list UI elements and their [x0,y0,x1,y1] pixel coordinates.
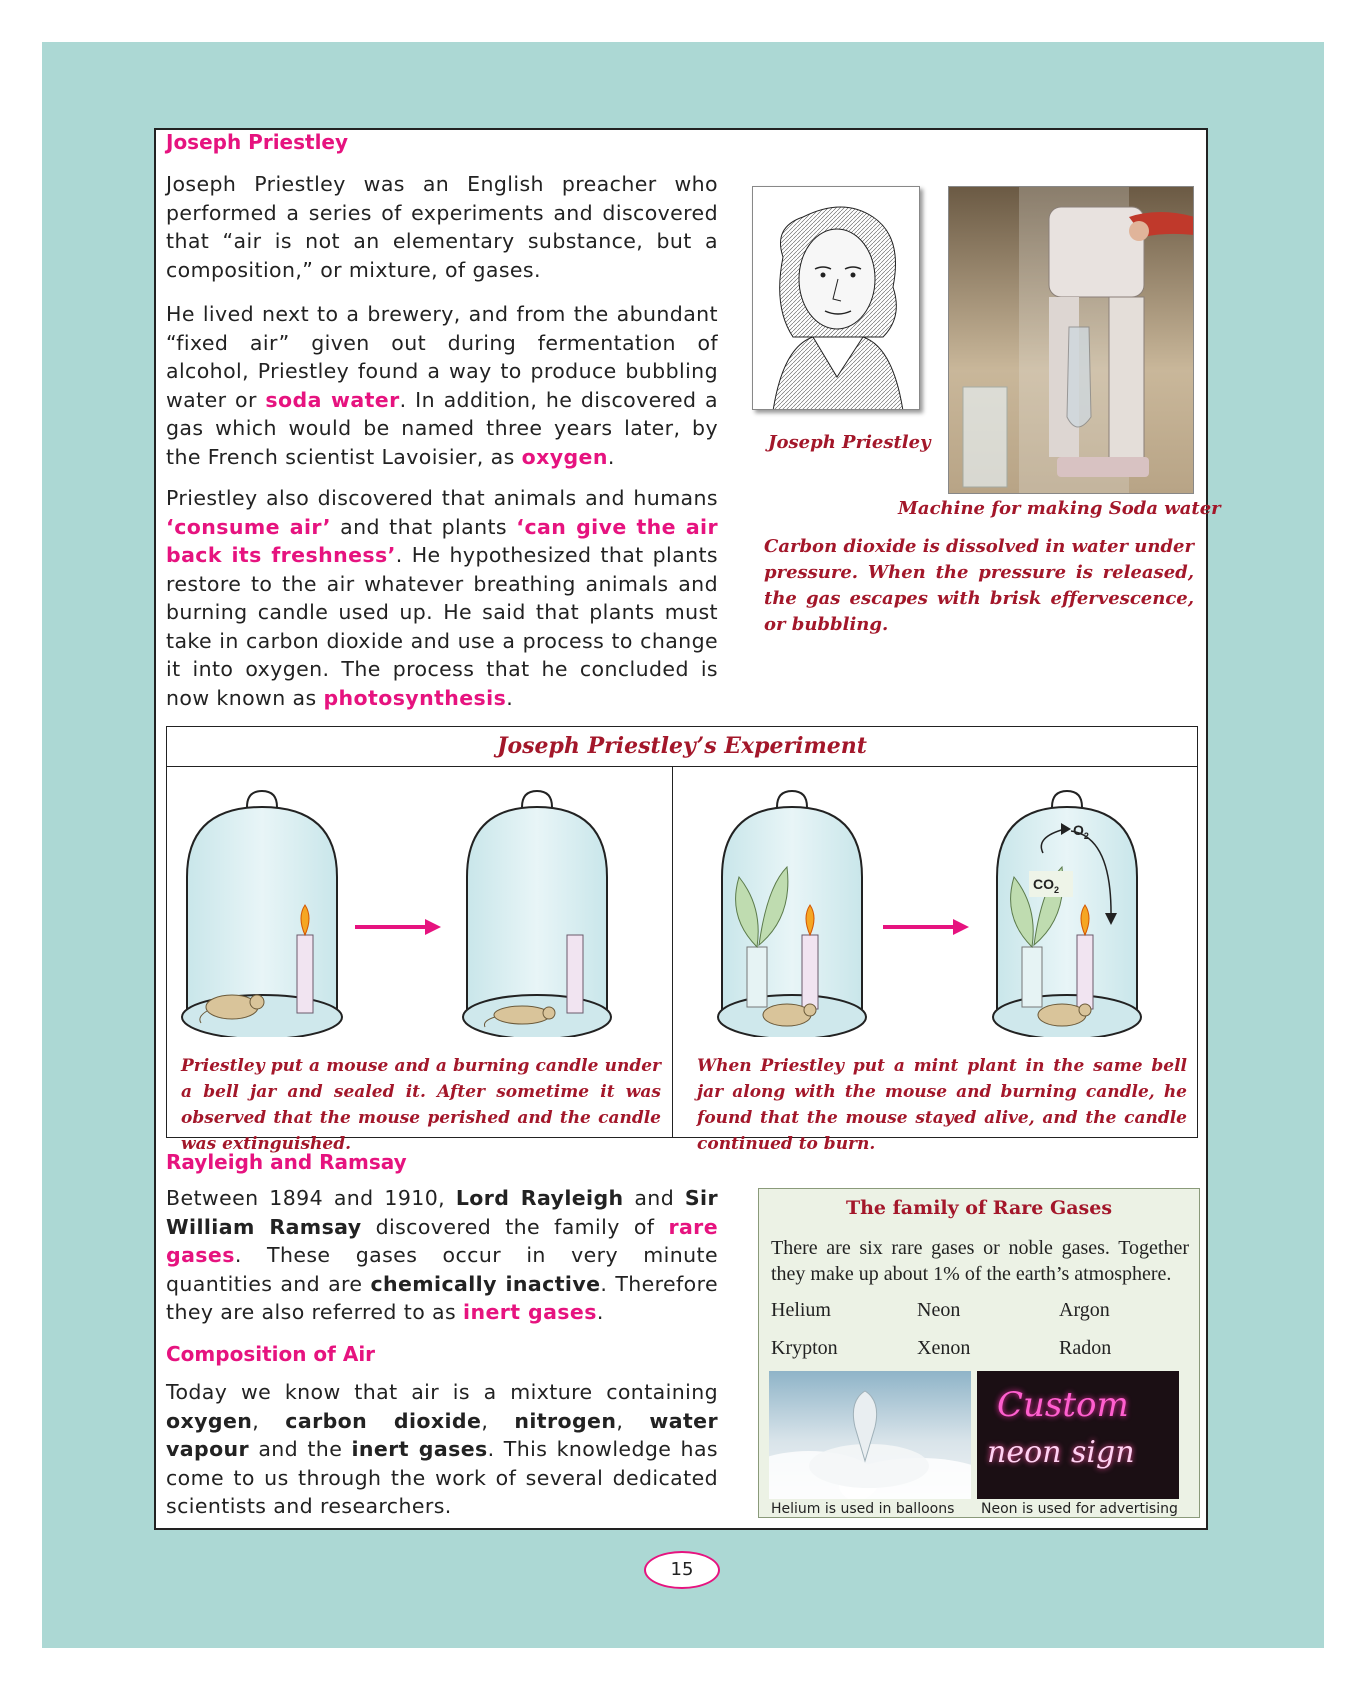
paragraph-photosynthesis: Priestley also discovered that animals and humans ‘consume air’ and that plants ‘can give the air back its freshness’. He hypothesized that plants restore to the air whatever breathing animals and burning candle used up. He said that plants must take in carbon dioxide and use a process to change it into oxygen. The process that he concluded is now known as photosynthesis. [166,486,718,710]
experiment-right-caption: When Priestley put a mint plant in the same bell jar along with the mouse and burning candle, he found that the mouse stayed alive, and the candle continued to burn. [697,1056,1187,1154]
gas-xenon: Xenon [917,1337,971,1359]
rare-gases-box [758,1188,1200,1518]
neon-caption: Neon is used for advertising [981,1501,1178,1517]
experiment-panel [166,726,1198,1154]
neon-sign-line2: neon sign [987,1435,1135,1470]
paragraph-priestley-intro: Joseph Priestley was an English preacher who performed a series of experiments and discovered that “air is not an elementary substance, but a composition,” or mixture, of gases. [166,172,718,282]
gas-radon: Radon [1059,1337,1112,1359]
co2-label: $CO_2$ [1033,876,1060,895]
arrow-1-icon [355,919,441,935]
arrow-2-icon [883,919,969,935]
o2-label: $O_2$ [1073,822,1089,841]
gas-helium: Helium [771,1299,831,1321]
experiment-left-caption: Priestley put a mouse and a burning candle under a bell jar and sealed it. After sometime it was observed that the mouse perished and the candle was extinguished. [181,1056,661,1154]
paragraph-rare-gases: Between 1894 and 1910, Lord Rayleigh and Sir William Ramsay discovered the family of rare gases. These gases occur in very minute quantities and are chemically inactive. Therefore they are also referred to as inert gases. [166,1186,718,1324]
heading-joseph-priestley: Joseph Priestley [166,130,349,154]
neon-sign-line1: Custom [997,1385,1129,1425]
paragraph-composition: Today we know that air is a mixture containing oxygen, carbon dioxide, nitrogen, water vapour and the inert gases. This knowledge has come to us through the work of several dedicated scientists and researchers. [166,1380,718,1518]
helium-caption: Helium is used in balloons [771,1501,955,1517]
soda-machine-caption: Machine for making Soda water [898,498,1221,519]
rare-gases-title: The family of Rare Gases [845,1197,1113,1219]
neon-sign-photo [977,1371,1179,1499]
co2-caption: Carbon dioxide is dissolved in water under pressure. When the pressure is released, the gas escapes with brisk effervescence, or bubbling. [764,536,1194,635]
helium-balloon-photo [769,1371,971,1499]
bell-jar-2 [463,791,611,1037]
experiment-illustration [167,767,1197,1037]
page-number: 15 [644,1551,720,1589]
experiment-title: Joseph Priestley’s Experiment [167,727,1197,767]
soda-machine-photo [948,186,1194,494]
candle-out [567,935,583,1013]
portrait-caption: Joseph Priestley [768,432,931,453]
heading-composition-air: Composition of Air [166,1342,376,1366]
gas-neon: Neon [917,1299,961,1321]
heading-rayleigh-ramsay: Rayleigh and Ramsay [166,1150,407,1174]
paragraph-soda-water: He lived next to a brewery, and from the abundant “fixed air” given out during fermentation of alcohol, Priestley found a way to produce bubbling water or soda water. In addition, he discovered a gas which would be named three years later, by the French scientist Lavoisier, as oxygen. [166,302,719,469]
rare-gases-text: There are six rare gases or noble gases. Together they make up about 1% of the earth’s atmosphere. [771,1237,1189,1285]
gas-argon: Argon [1059,1299,1110,1321]
gas-krypton: Krypton [771,1337,838,1359]
priestley-portrait [752,186,920,410]
